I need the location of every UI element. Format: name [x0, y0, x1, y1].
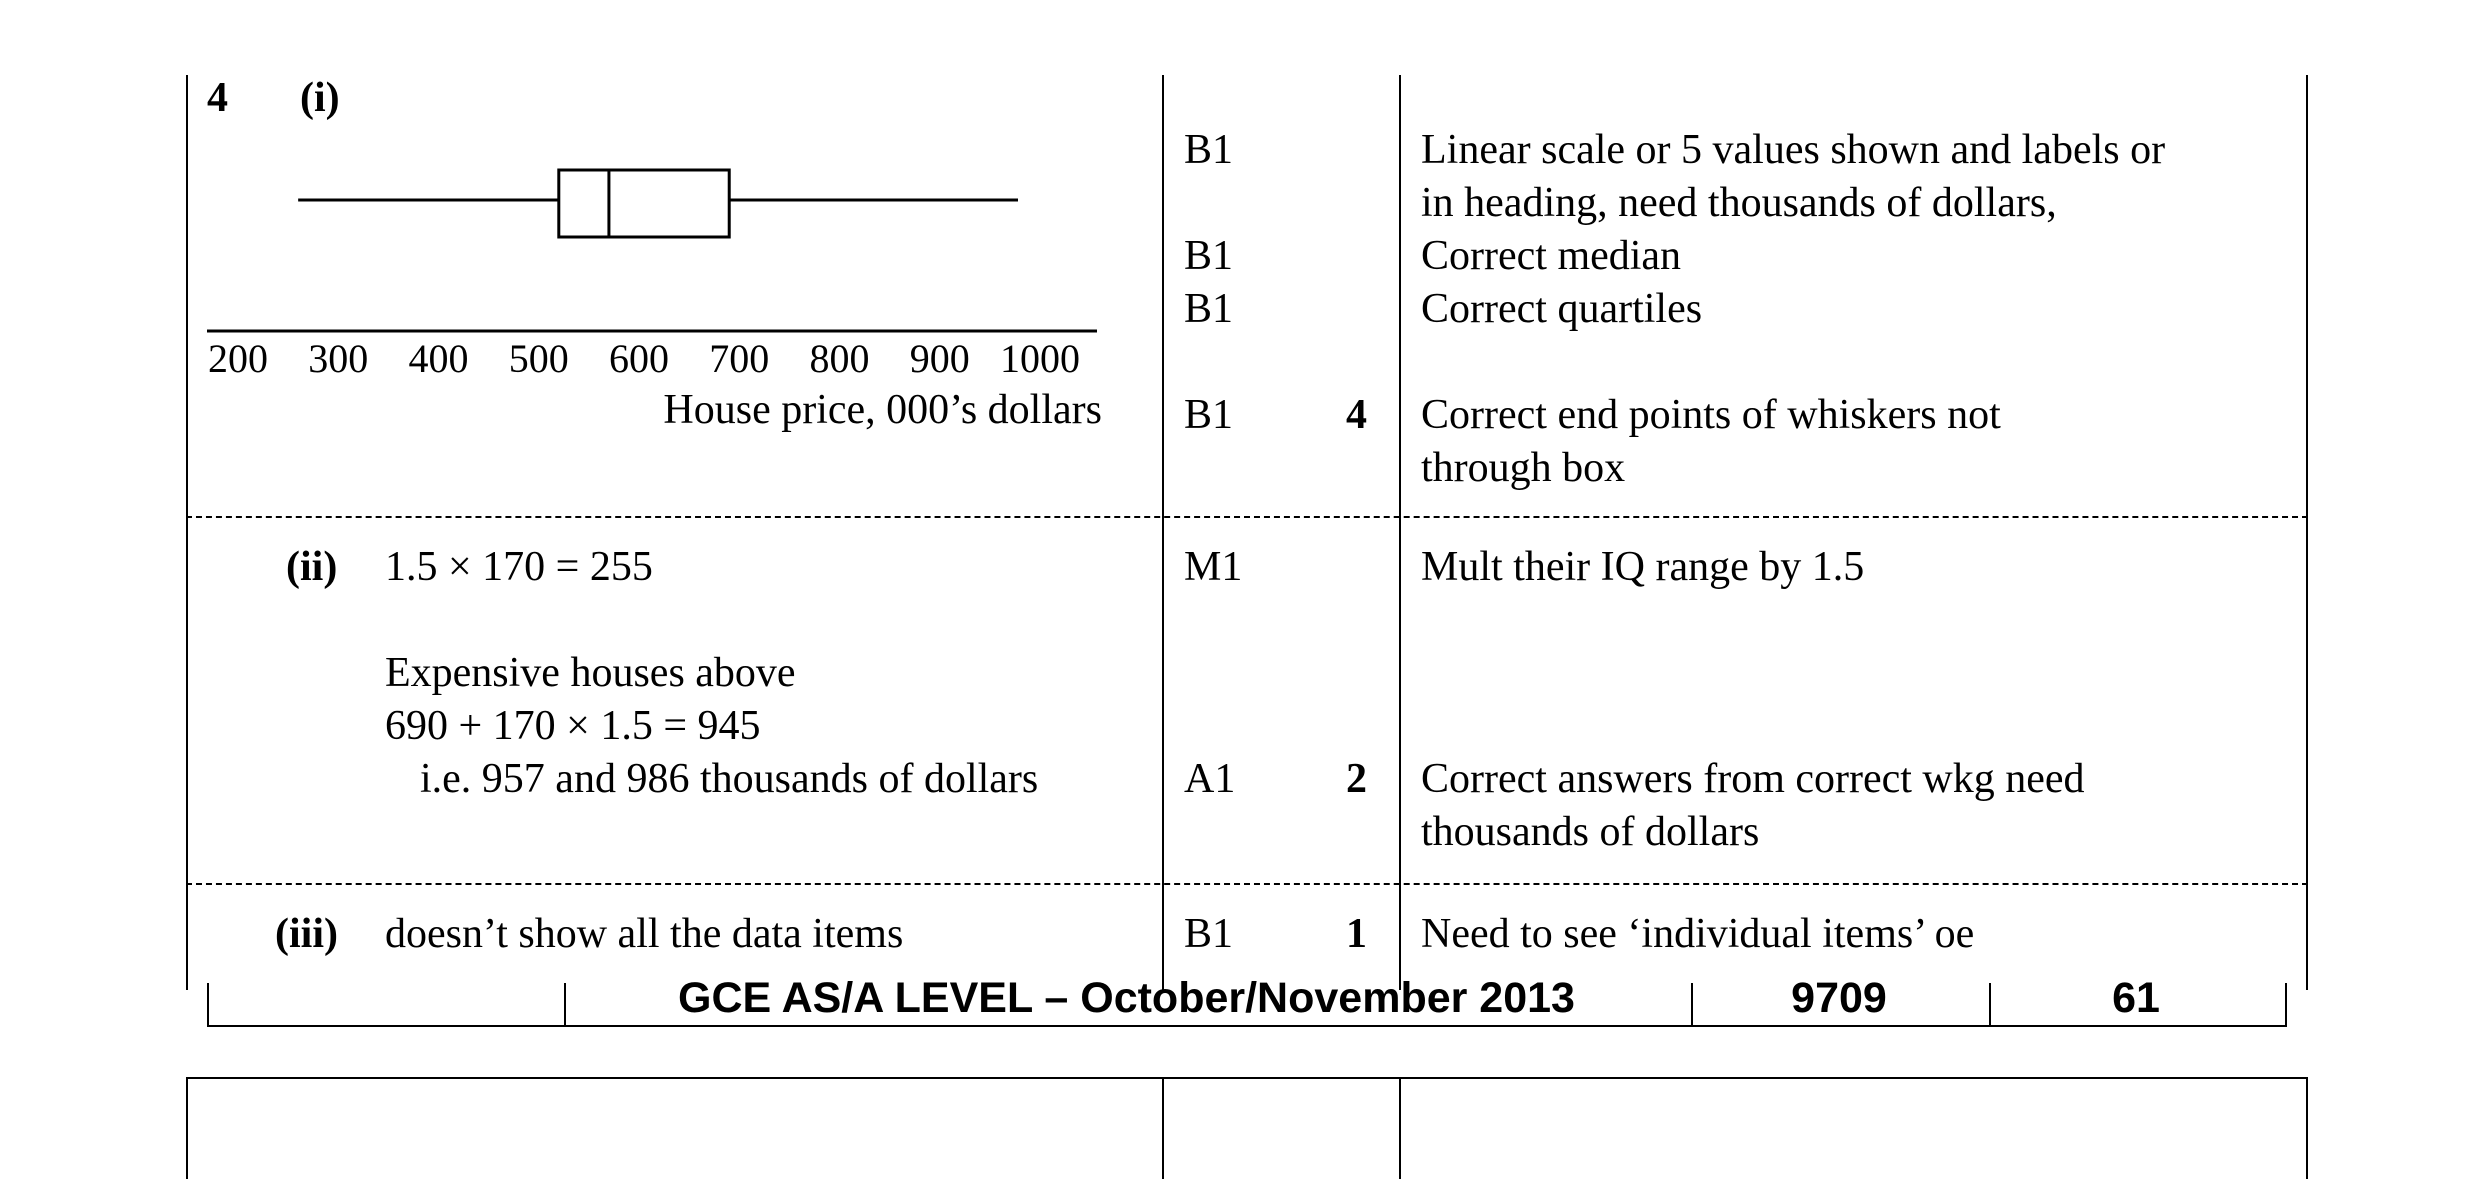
mark-ii-2-guidance-line2: thousands of dollars — [1421, 809, 1760, 855]
footer-syllabus: 9709 — [1791, 974, 1887, 1022]
axis-tick-label-500: 500 — [508, 336, 569, 381]
part-iii-answer: doesn’t show all the data items — [385, 911, 904, 957]
axis-tick-label-200: 200 — [208, 336, 268, 381]
table-col-divider-1 — [1162, 75, 1164, 990]
mark-ii-1-guidance: Mult their IQ range by 1.5 — [1421, 544, 1865, 590]
part-label-ii: (ii) — [286, 544, 338, 590]
axis-tick-label-1000: 1000 — [1000, 336, 1080, 381]
mark-i-1-guidance-line1: Linear scale or 5 values shown and labels or — [1421, 127, 2166, 173]
mark-i-3-code: B1 — [1184, 286, 1234, 332]
part-label-iii: (iii) — [275, 911, 338, 957]
axis-tick-label-900: 900 — [909, 336, 970, 381]
mark-i-4-code: B1 — [1184, 392, 1234, 438]
mark-i-2-code: B1 — [1184, 233, 1234, 279]
axis-label: House price, 000’s dollars — [663, 387, 1102, 433]
mark-i-3-guidance: Correct quartiles — [1421, 286, 1703, 332]
axis-tick-label-600: 600 — [609, 336, 669, 381]
row-divider-1 — [186, 516, 2308, 518]
part-ii-line1: 1.5 × 170 = 255 — [385, 544, 653, 590]
part-ii-line3: 690 + 170 × 1.5 = 945 — [385, 703, 761, 749]
mark-ii-2-guidance-line1: Correct answers from correct wkg need — [1421, 756, 2085, 802]
mark-i-2-guidance: Correct median — [1421, 233, 1682, 279]
mark-iii-code: B1 — [1184, 911, 1234, 957]
mark-ii-1-code: M1 — [1184, 544, 1243, 590]
axis-tick-label-300: 300 — [308, 336, 369, 381]
footer-title: GCE AS/A LEVEL – October/November 2013 — [678, 974, 1575, 1022]
next-table-col-divider-1 — [1162, 1077, 1164, 1179]
mark-i-4-guidance-line2: through box — [1421, 445, 1626, 491]
mark-ii-2-code: A1 — [1184, 756, 1236, 802]
mark-iii-guidance: Need to see ‘individual items’ oe — [1421, 911, 1975, 957]
question-number: 4 — [207, 75, 228, 121]
part-ii-line4: i.e. 957 and 986 thousands of dollars — [420, 756, 1039, 802]
table-col-divider-2 — [1399, 75, 1401, 990]
axis-tick-label-800: 800 — [809, 336, 870, 381]
part-i-total: 4 — [1346, 392, 1367, 438]
next-table-col-divider-2 — [1399, 1077, 1401, 1179]
axis-tick-label-400: 400 — [408, 336, 469, 381]
part-iii-total: 1 — [1346, 911, 1367, 957]
next-table-left-border — [186, 1077, 188, 1179]
table-right-border — [2306, 75, 2308, 990]
axis-tick-label-700: 700 — [709, 336, 770, 381]
row-divider-2 — [186, 883, 2308, 885]
part-label-i: (i) — [300, 75, 340, 121]
mark-i-4-guidance-line1: Correct end points of whiskers not — [1421, 392, 2001, 438]
next-table-right-border — [2306, 1077, 2308, 1179]
next-table-top-border — [186, 1077, 2308, 1079]
part-ii-line2: Expensive houses above — [385, 650, 796, 696]
mark-i-1-guidance-line2: in heading, need thousands of dollars, — [1421, 180, 2057, 226]
mark-i-1-code: B1 — [1184, 127, 1234, 173]
footer-paper: 61 — [2112, 974, 2160, 1022]
part-ii-total: 2 — [1346, 756, 1367, 802]
box-iqr — [559, 170, 729, 237]
